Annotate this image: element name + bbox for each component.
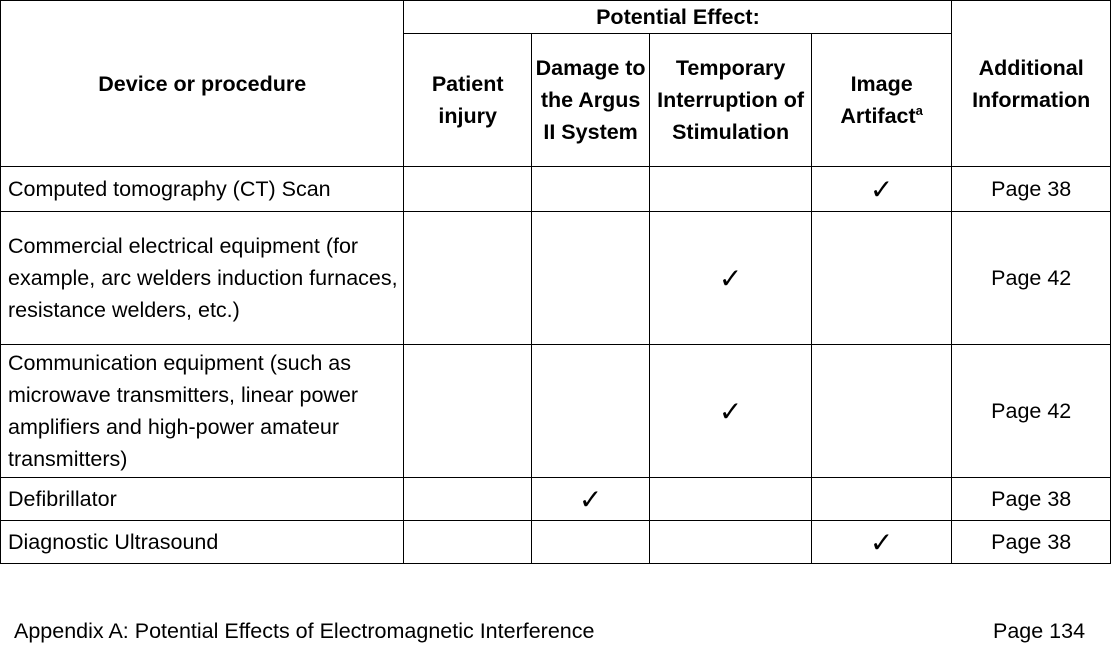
page-reference-cell: Page 42 [952, 212, 1111, 345]
temporary-interruption-header: Temporary Interruption of Stimulation [650, 34, 812, 167]
table-row [1, 345, 1111, 478]
page-reference-cell: Page 38 [952, 167, 1111, 212]
image-artifact-cell: ✓ [811, 167, 952, 212]
damage-cell [531, 521, 649, 564]
patient-injury-cell [404, 478, 531, 521]
damage-cell [531, 212, 649, 345]
damage-cell [531, 345, 649, 478]
device-column-header: Device or procedure [1, 1, 404, 167]
temporary-interruption-cell: ✓ [650, 345, 812, 478]
image-artifact-label: Image Artifact [840, 72, 916, 128]
image-artifact-cell [811, 212, 952, 345]
table-row [1, 212, 1111, 345]
table-row [1, 167, 1111, 212]
device-cell: Computed tomography (CT) Scan [1, 167, 404, 212]
temporary-interruption-cell: ✓ [650, 212, 812, 345]
patient-injury-cell [404, 167, 531, 212]
image-artifact-header [811, 34, 952, 167]
device-cell: Communication equipment (such as microwave transmitters, linear power amplifiers and high-power amateur transmitters) [1, 345, 404, 478]
image-artifact-cell [811, 478, 952, 521]
temporary-interruption-cell [650, 167, 812, 212]
page-reference-cell: Page 38 [952, 521, 1111, 564]
patient-injury-cell [404, 212, 531, 345]
patient-injury-cell [404, 345, 531, 478]
potential-effect-header: Potential Effect: [404, 1, 952, 34]
page-reference-cell: Page 38 [952, 478, 1111, 521]
damage-header: Damage to the Argus II System [531, 34, 649, 167]
footnote-marker: a [915, 102, 923, 118]
footer-page-number: Page 134 [993, 619, 1086, 643]
page-reference-cell: Page 42 [952, 345, 1111, 478]
damage-cell: ✓ [531, 478, 649, 521]
image-artifact-cell [811, 345, 952, 478]
header-row-1 [1, 1, 1111, 34]
device-cell: Commercial electrical equipment (for example, arc welders induction furnaces, resistance welders, etc.) [1, 212, 404, 345]
image-artifact-cell: ✓ [811, 521, 952, 564]
additional-info-column-header: Additional Information [952, 1, 1111, 167]
temporary-interruption-cell [650, 521, 812, 564]
device-cell: Defibrillator [1, 478, 404, 521]
patient-injury-cell [404, 521, 531, 564]
patient-injury-header: Patient injury [404, 34, 531, 167]
temporary-interruption-cell [650, 478, 812, 521]
damage-cell [531, 167, 649, 212]
table-row [1, 478, 1111, 521]
device-cell: Diagnostic Ultrasound [1, 521, 404, 564]
footer-section-title: Appendix A: Potential Effects of Electromagnetic Interference [14, 619, 595, 643]
table-row [1, 521, 1111, 564]
